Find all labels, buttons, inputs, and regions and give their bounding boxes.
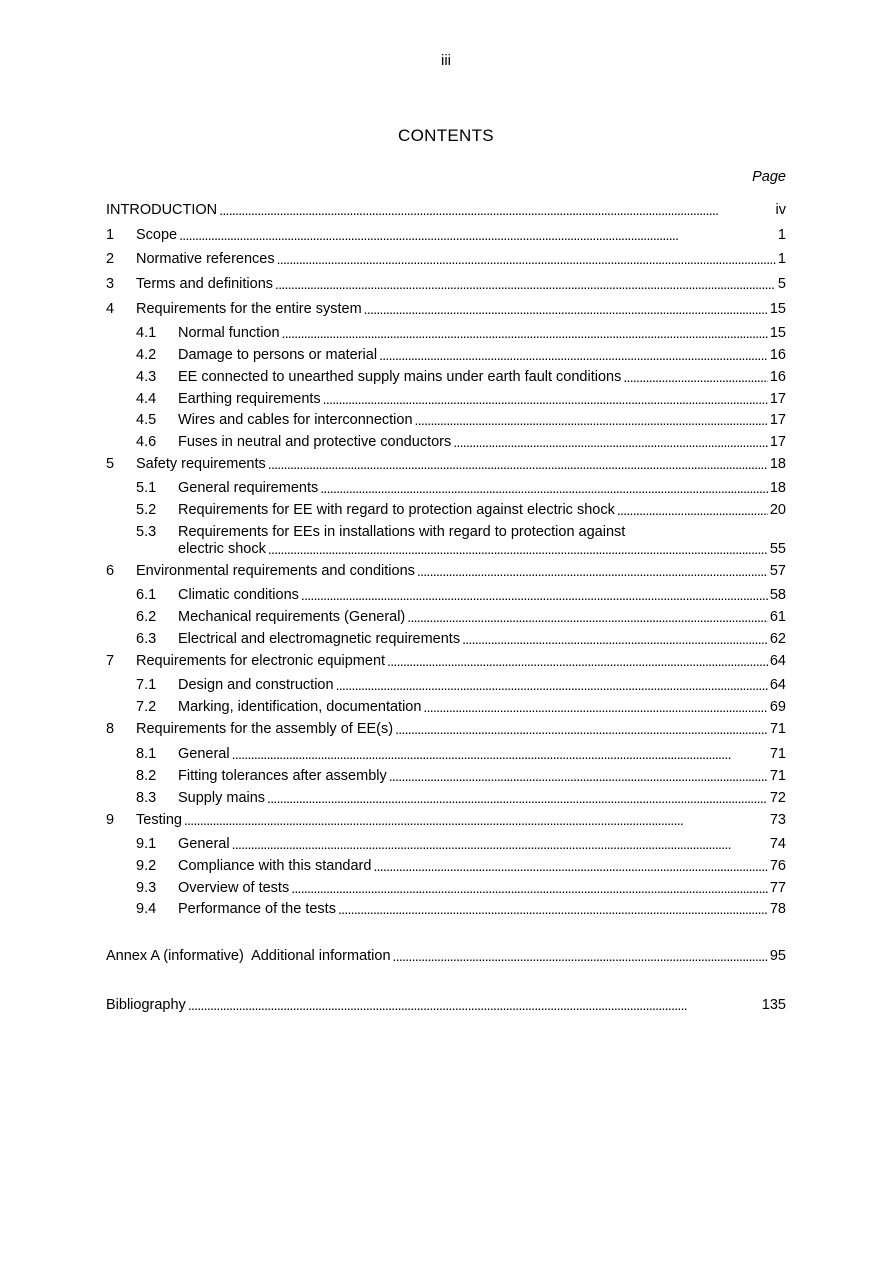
- dot-leader: [453, 433, 768, 451]
- toc-entry-5-1[interactable]: [136, 479, 786, 497]
- toc-entry-9[interactable]: [106, 811, 786, 829]
- toc-entry-number: 4.6: [136, 434, 157, 450]
- toc-entry-number: 8: [106, 721, 115, 737]
- toc-entry-5[interactable]: [106, 455, 786, 473]
- toc-entry-page: 95: [769, 948, 786, 964]
- toc-entry-number: 9.1: [136, 836, 157, 852]
- dot-leader: [277, 250, 776, 268]
- toc-entry-page: 15: [769, 301, 786, 317]
- toc-entry-4-5[interactable]: [136, 411, 786, 429]
- dot-leader: [336, 676, 768, 694]
- toc-entry-title: EE connected to unearthed supply mains under earth fault conditions: [178, 369, 622, 385]
- page-number: iii: [441, 52, 451, 69]
- toc-entry-number: 5.3: [136, 524, 157, 540]
- dot-leader: [417, 562, 768, 580]
- toc-entry-number: 5.1: [136, 480, 157, 496]
- toc-entry-number: 4: [106, 301, 115, 317]
- toc-entry-title: Fitting tolerances after assembly: [178, 768, 387, 784]
- toc-entry-title: General: [178, 746, 230, 762]
- toc-entry-5-3[interactable]: [178, 540, 786, 558]
- toc-entry-9-3[interactable]: [136, 879, 786, 897]
- toc-entry-title: Normative references: [136, 251, 275, 267]
- toc-entry-number: 8.3: [136, 790, 157, 806]
- dot-leader: [267, 789, 768, 807]
- toc-entry-number: 5.2: [136, 502, 157, 518]
- toc-entry-6-3[interactable]: [136, 630, 786, 648]
- toc-entry-page: 72: [769, 790, 786, 806]
- toc-entry-page: 71: [769, 746, 786, 762]
- toc-entry-number: 8.1: [136, 746, 157, 762]
- toc-entry-number: 9.3: [136, 880, 157, 896]
- toc-entry-page: 73: [769, 812, 786, 828]
- toc-entry-title: Climatic conditions: [178, 587, 299, 603]
- dot-leader: [282, 324, 768, 342]
- toc-entry-introduction[interactable]: [106, 201, 786, 219]
- dot-leader: [232, 745, 768, 763]
- toc-entry-bibliography[interactable]: [106, 996, 786, 1014]
- toc-entry-page: 64: [769, 677, 786, 693]
- toc-entry-title: Mechanical requirements (General): [178, 609, 406, 625]
- dot-leader: [232, 835, 768, 853]
- dot-leader: [379, 346, 768, 364]
- toc-entry-4-6[interactable]: [136, 433, 786, 451]
- dot-leader: [338, 900, 768, 918]
- dot-leader: [395, 720, 768, 738]
- toc-entry-9-4[interactable]: [136, 900, 786, 918]
- toc-entry-number: 9.2: [136, 858, 157, 874]
- toc-entry-number: 7.2: [136, 699, 157, 715]
- toc-entry-page: 5: [777, 276, 786, 292]
- toc-entry-7-2[interactable]: [136, 698, 786, 716]
- toc-entry-number: 6.3: [136, 631, 157, 647]
- dot-leader: [389, 767, 768, 785]
- toc-entry-page: iv: [775, 202, 786, 218]
- dot-leader: [275, 275, 776, 293]
- toc-entry-6-1[interactable]: [136, 586, 786, 604]
- contents-title: CONTENTS: [398, 126, 494, 145]
- toc-entry-title: Performance of the tests: [178, 901, 336, 917]
- dot-leader: [462, 630, 768, 648]
- toc-entry-8[interactable]: [106, 720, 786, 738]
- toc-entry-number: 7: [106, 653, 115, 669]
- dot-leader: [219, 201, 773, 219]
- toc-entry-title: Design and construction: [178, 677, 334, 693]
- dot-leader: [387, 652, 768, 670]
- toc-entry-number: 4.4: [136, 391, 157, 407]
- toc-entry-title: Requirements for the entire system: [136, 301, 362, 317]
- toc-entry-page: 77: [769, 880, 786, 896]
- toc-entry-3[interactable]: [106, 275, 786, 293]
- toc-entry-title: General requirements: [178, 480, 319, 496]
- toc-entry-title: Requirements for EEs in installations with regard to protection against: [178, 524, 626, 540]
- dot-leader: [179, 226, 776, 244]
- toc-entry-page: 64: [769, 653, 786, 669]
- toc-entry-4-2[interactable]: [136, 346, 786, 364]
- toc-entry-annex-a[interactable]: [106, 947, 786, 965]
- dot-leader: [373, 857, 767, 875]
- toc-entry-page: 78: [769, 901, 786, 917]
- toc-entry-6[interactable]: [106, 562, 786, 580]
- toc-entry-title: Testing: [136, 812, 182, 828]
- toc-entry-title: Earthing requirements: [178, 391, 321, 407]
- toc-entry-5-3-line1[interactable]: [136, 523, 786, 541]
- toc-entry-page: 55: [769, 541, 786, 557]
- toc-entry-4[interactable]: [106, 300, 786, 318]
- toc-entry-number: 6.1: [136, 587, 157, 603]
- dot-leader: [188, 996, 760, 1014]
- toc-entry-title: Compliance with this standard: [178, 858, 372, 874]
- toc-entry-4-3[interactable]: [136, 368, 786, 386]
- toc-entry-page: 18: [769, 480, 786, 496]
- dot-leader: [423, 698, 767, 716]
- dot-leader: [320, 479, 768, 497]
- toc-entry-page: 16: [769, 347, 786, 363]
- toc-entry-number: 1: [106, 227, 115, 243]
- toc-entry-title: Wires and cables for interconnection: [178, 412, 413, 428]
- toc-entry-page: 61: [769, 609, 786, 625]
- toc-entry-number: 4.1: [136, 325, 157, 341]
- toc-entry-page: 18: [769, 456, 786, 472]
- toc-entry-title: Normal function: [178, 325, 280, 341]
- toc-entry-title: Terms and definitions: [136, 276, 274, 292]
- toc-entry-number: 5: [106, 456, 115, 472]
- dot-leader: [617, 501, 768, 519]
- toc-entry-7-1[interactable]: [136, 676, 786, 694]
- toc-entry-1[interactable]: [106, 226, 786, 244]
- dot-leader: [364, 300, 768, 318]
- dot-leader: [291, 879, 768, 897]
- toc-entry-8-3[interactable]: [136, 789, 786, 807]
- toc-entry-page: 58: [769, 587, 786, 603]
- toc-entry-4-1[interactable]: [136, 324, 786, 342]
- toc-entry-title: General: [178, 836, 230, 852]
- toc-entry-title: electric shock: [178, 541, 266, 557]
- toc-entry-title: Electrical and electromagnetic requirements: [178, 631, 461, 647]
- toc-entry-number: 3: [106, 276, 115, 292]
- dot-leader: [268, 540, 768, 558]
- toc-entry-page: 17: [769, 412, 786, 428]
- dot-leader: [407, 608, 768, 626]
- toc-entry-4-4[interactable]: [136, 390, 786, 408]
- toc-entry-number: 2: [106, 251, 115, 267]
- dot-leader: [415, 411, 768, 429]
- toc-entry-title: Scope: [136, 227, 178, 243]
- toc-entry-page: 17: [769, 434, 786, 450]
- toc-entry-page: 71: [769, 768, 786, 784]
- toc-entry-number: 7.1: [136, 677, 157, 693]
- toc-entry-page: 17: [769, 391, 786, 407]
- toc-entry-title: Requirements for electronic equipment: [136, 653, 386, 669]
- dot-leader: [323, 390, 768, 408]
- dot-leader: [301, 586, 768, 604]
- toc-entry-9-1[interactable]: [136, 835, 786, 853]
- dot-leader: [393, 947, 768, 965]
- toc-entry-number: 6.2: [136, 609, 157, 625]
- toc-entry-page: 16: [769, 369, 786, 385]
- toc-entry-title: Overview of tests: [178, 880, 290, 896]
- toc-entry-title: Supply mains: [178, 790, 266, 806]
- toc-entry-number: 4.2: [136, 347, 157, 363]
- toc-entry-page: 69: [769, 699, 786, 715]
- toc-entry-number: 4.3: [136, 369, 157, 385]
- toc-entry-title: Requirements for EE with regard to protection against electric shock: [178, 502, 615, 518]
- toc-entry-title: INTRODUCTION: [106, 202, 218, 218]
- dot-leader: [268, 455, 768, 473]
- toc-entry-page: 76: [769, 858, 786, 874]
- toc-entry-page: 62: [769, 631, 786, 647]
- toc-entry-5-2[interactable]: [136, 501, 786, 519]
- toc-entry-7[interactable]: [106, 652, 786, 670]
- toc-entry-number: 8.2: [136, 768, 157, 784]
- toc-entry-page: 74: [769, 836, 786, 852]
- toc-entry-8-1[interactable]: [136, 745, 786, 763]
- toc-entry-number: 4.5: [136, 412, 157, 428]
- toc-entry-8-2[interactable]: [136, 767, 786, 785]
- toc-entry-page: 57: [769, 563, 786, 579]
- toc-entry-page: 135: [761, 997, 786, 1013]
- toc-entry-title: Annex A (informative) Additional information: [106, 948, 391, 964]
- page-column-label: Page: [752, 169, 786, 185]
- toc-entry-number: 9: [106, 812, 115, 828]
- toc-entry-title: Bibliography: [106, 997, 186, 1013]
- toc-entry-number: 9.4: [136, 901, 157, 917]
- toc-entry-page: 1: [777, 251, 786, 267]
- toc-entry-number: 6: [106, 563, 115, 579]
- toc-entry-page: 15: [769, 325, 786, 341]
- toc-entry-page: 71: [769, 721, 786, 737]
- toc-entry-9-2[interactable]: [136, 857, 786, 875]
- toc-entry-title: Fuses in neutral and protective conductors: [178, 434, 452, 450]
- toc-entry-2[interactable]: [106, 250, 786, 268]
- toc-entry-title: Requirements for the assembly of EE(s): [136, 721, 394, 737]
- dot-leader: [623, 368, 768, 386]
- toc-entry-page: 20: [769, 502, 786, 518]
- toc-entry-title: Damage to persons or material: [178, 347, 378, 363]
- toc-entry-page: 1: [777, 227, 786, 243]
- toc-entry-title: Environmental requirements and conditions: [136, 563, 415, 579]
- dot-leader: [184, 811, 768, 829]
- toc-entry-title: Marking, identification, documentation: [178, 699, 422, 715]
- toc-entry-title: Safety requirements: [136, 456, 266, 472]
- toc-entry-6-2[interactable]: [136, 608, 786, 626]
